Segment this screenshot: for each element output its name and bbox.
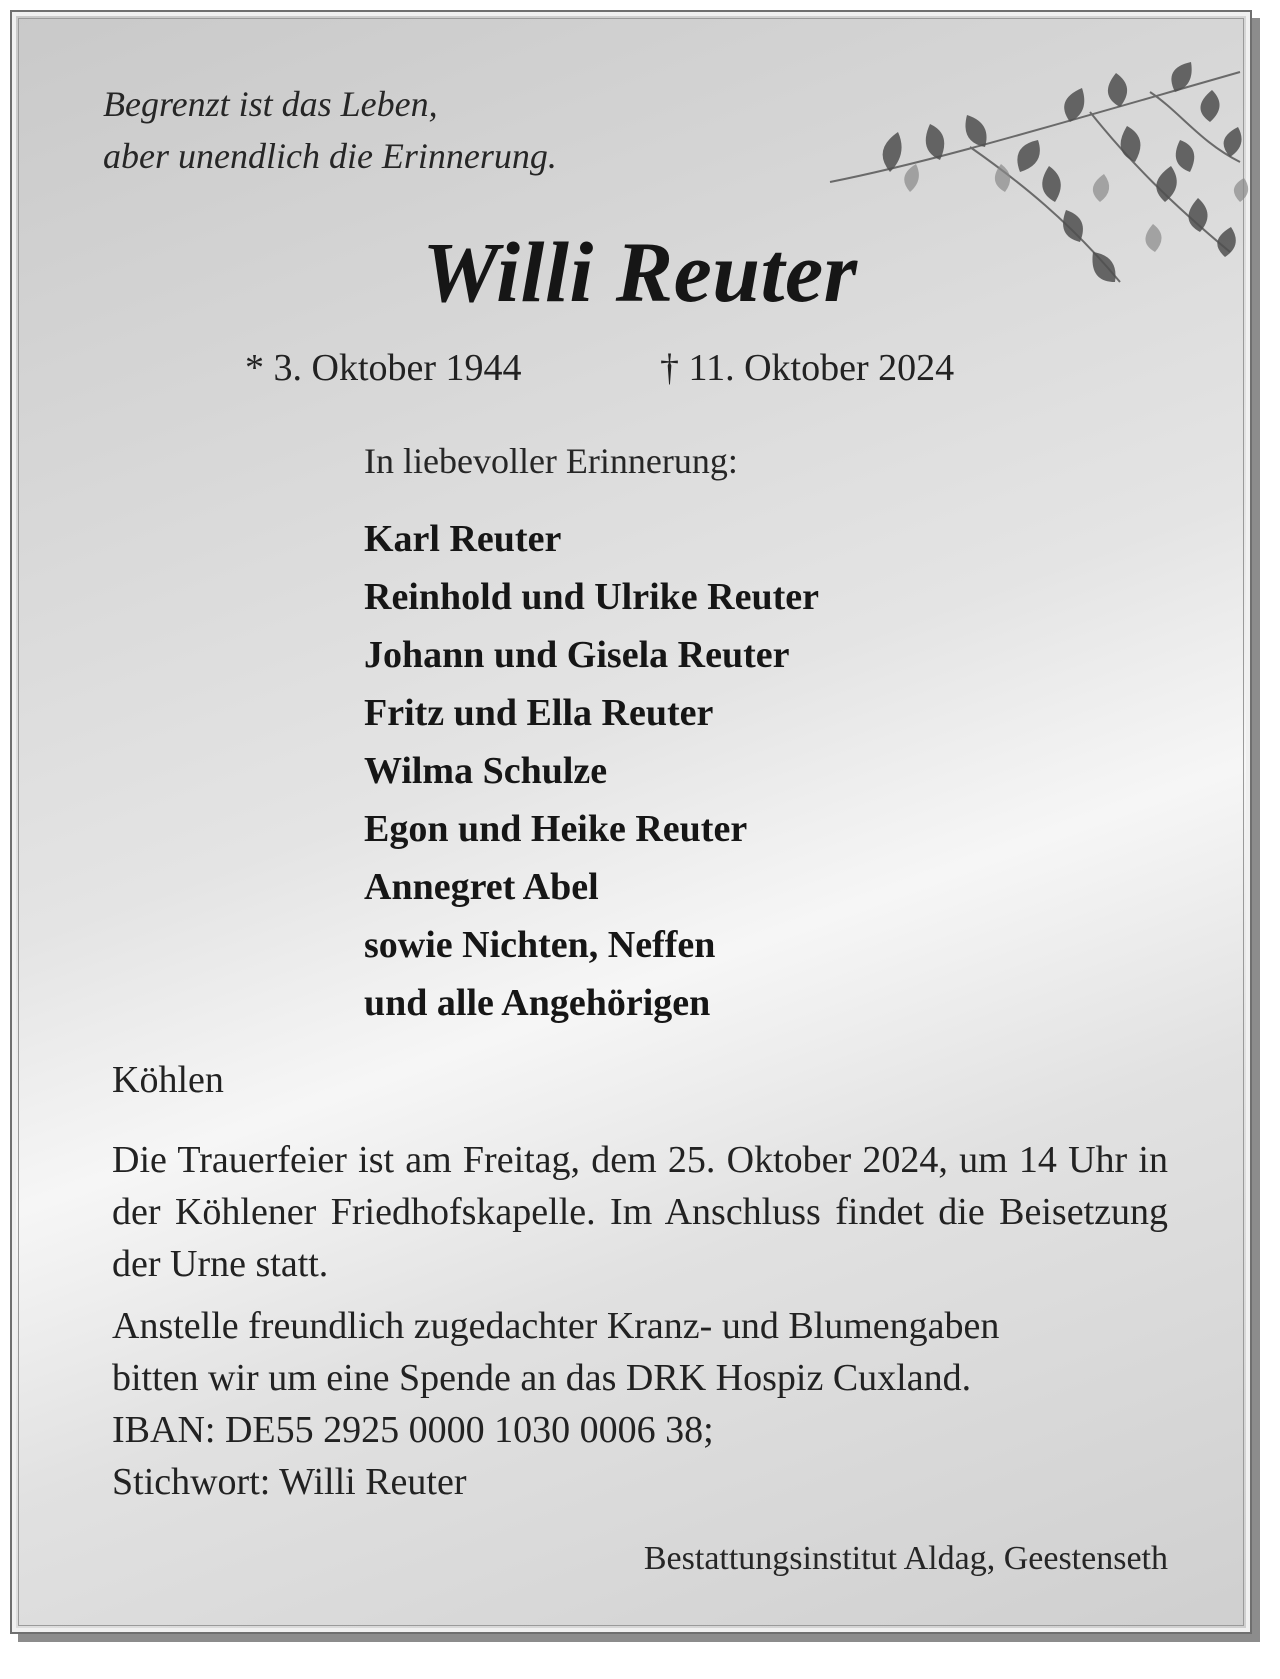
motto-line-2: aber unendlich die Erinnerung. — [103, 136, 557, 176]
family-member: Fritz und Ella Reuter — [364, 692, 714, 734]
family-member: sowie Nichten, Neffen — [364, 924, 716, 966]
motto-line-1: Begrenzt ist das Leben, — [103, 84, 438, 124]
motto — [103, 78, 557, 182]
donation-line-2: bitten wir um eine Spende an das DRK Hospiz Cuxland. — [112, 1357, 972, 1399]
family-member: Annegret Abel — [364, 866, 599, 908]
keyword-line: Stichwort: Willi Reuter — [112, 1461, 467, 1503]
undertaker: Bestattungsinstitut Aldag, Geestenseth — [643, 1540, 1168, 1577]
memory-line: In liebevoller Erinnerung: — [364, 441, 738, 481]
family-list — [364, 510, 819, 1032]
family-member: Reinhold und Ulrike Reuter — [364, 576, 819, 618]
birth-date: * 3. Oktober 1944 — [245, 347, 522, 389]
family-member: Johann und Gisela Reuter — [364, 634, 790, 676]
deceased-name: Willi Reuter — [422, 224, 858, 320]
donation-line-1: Anstelle freundlich zugedachter Kranz- und Blumengaben — [112, 1305, 1000, 1347]
family-member: und alle Angehörigen — [364, 982, 711, 1024]
death-date: † 11. Oktober 2024 — [660, 347, 955, 389]
family-member: Karl Reuter — [364, 518, 562, 560]
place-name: Köhlen — [112, 1059, 224, 1101]
family-member: Wilma Schulze — [364, 750, 608, 792]
iban-line: IBAN: DE55 2925 0000 1030 0006 38; — [112, 1409, 714, 1451]
ceremony-text: Die Trauerfeier ist am Freitag, dem 25. Oktober 2024, um 14 Uhr in der Köhlener Friedhofskapelle. Im Anschluss findet die Beisetzung der Urne statt. — [112, 1139, 1168, 1285]
donation-text — [112, 1300, 1168, 1508]
family-member: Egon und Heike Reuter — [364, 808, 748, 850]
